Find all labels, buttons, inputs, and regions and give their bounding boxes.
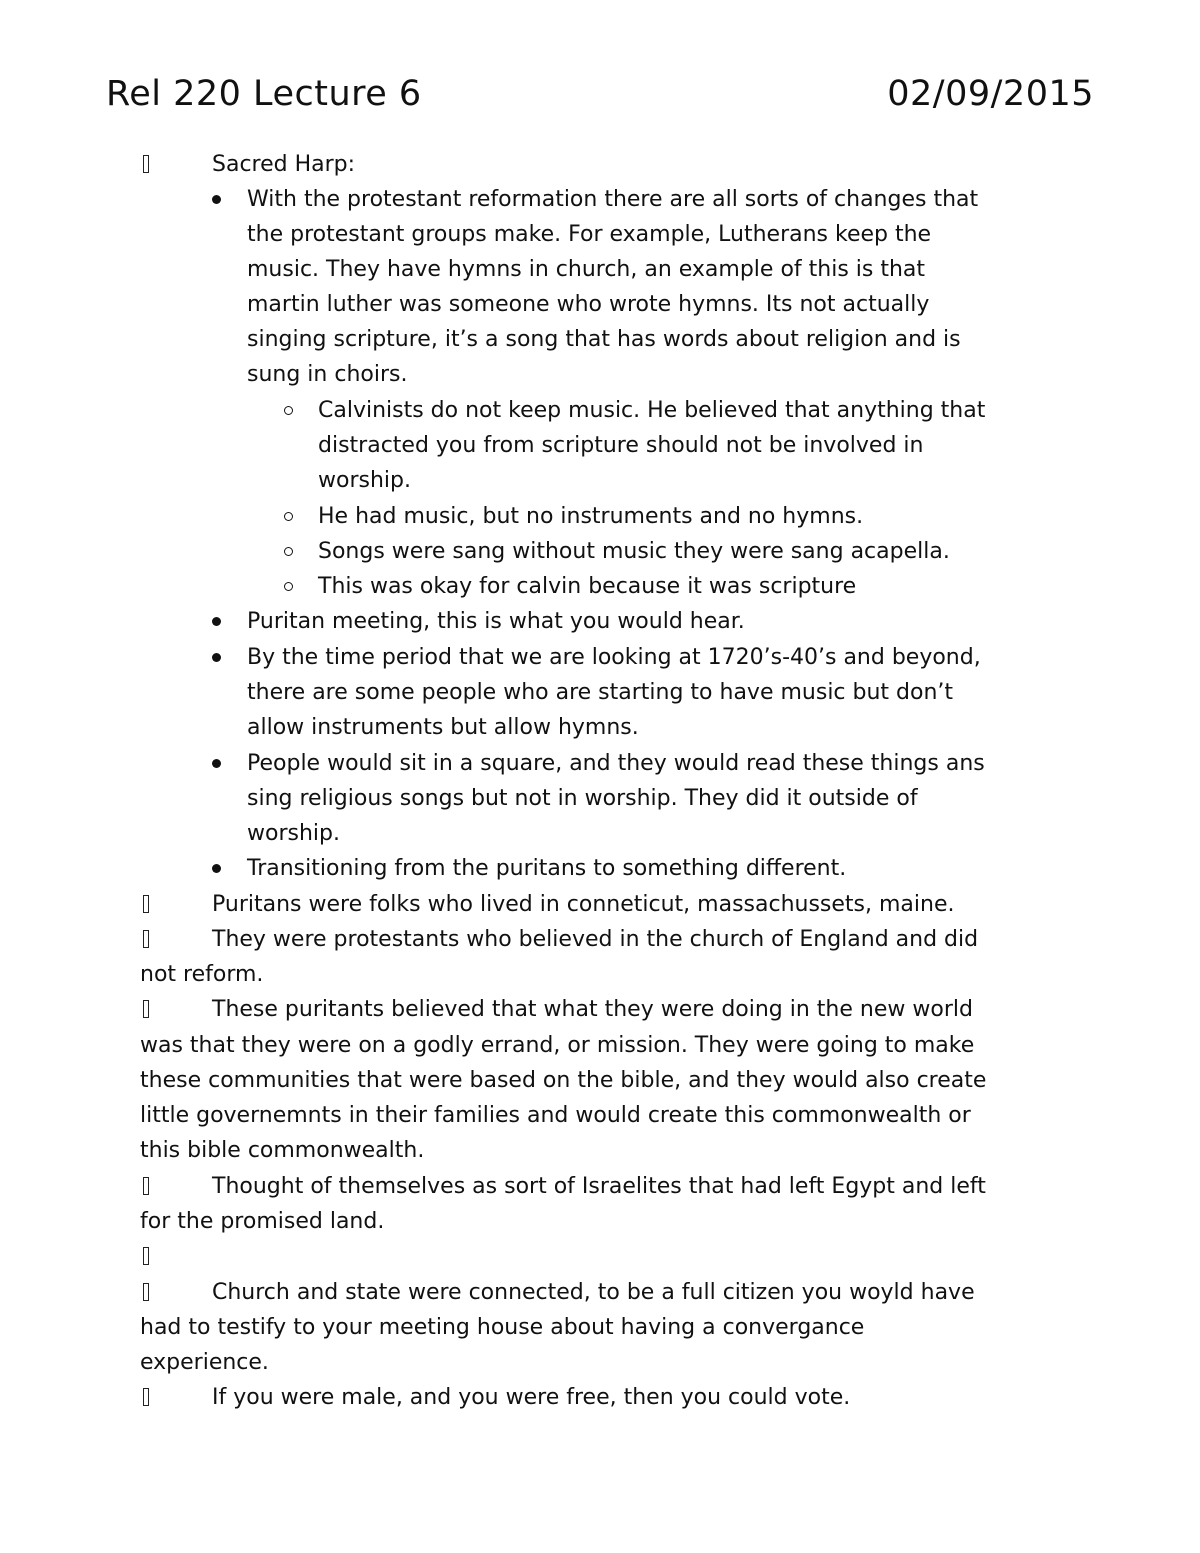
text-line: This was okay for calvin because it was scripture	[318, 574, 857, 599]
text-line: singing scripture, it’s a song that has words about religion and is	[247, 327, 961, 352]
text-line: Thought of themselves as sort of Israelites that had left Egypt and left	[212, 1174, 986, 1199]
text-line: the protestant groups make. For example, Lutherans keep the	[247, 222, 932, 247]
sub-bullet-icon	[284, 547, 293, 556]
text-line: Puritans were folks who lived in conneticut, massachussets, maine.	[212, 892, 955, 917]
bullet-icon	[212, 195, 221, 204]
text-line: worship.	[318, 468, 411, 493]
text-line: there are some people who are starting to have music but don’t	[247, 680, 954, 705]
square-bullet-icon	[143, 887, 149, 922]
text-line: allow instruments but allow hymns.	[247, 715, 639, 740]
lecture-date: 02/09/2015	[887, 74, 1094, 114]
text-line: By the time period that we are looking at 1720’s-40’s and beyond,	[247, 645, 981, 670]
text-line: for the promised land.	[140, 1209, 385, 1234]
text-line: If you were male, and you were free, then you could vote.	[212, 1385, 851, 1410]
text-line: martin luther was someone who wrote hymns. Its not actually	[247, 292, 930, 317]
text-line: not reform.	[140, 962, 264, 987]
text-line: experience.	[140, 1350, 269, 1375]
text-line: sung in choirs.	[247, 362, 408, 387]
sub-bullet-icon	[284, 582, 293, 591]
text-line: Transitioning from the puritans to something different.	[247, 856, 847, 881]
text-line: Songs were sang without music they were sang acapella.	[318, 539, 950, 564]
text-line: Church and state were connected, to be a full citizen you woyld have	[212, 1280, 975, 1305]
text-line: little governemnts in their families and would create this commonwealth or	[140, 1103, 971, 1128]
text-line: sing religious songs but not in worship. They did it outside of	[247, 786, 918, 811]
bullet-icon	[212, 653, 221, 662]
text-line: distracted you from scripture should not be involved in	[318, 433, 924, 458]
square-bullet-icon	[143, 1169, 149, 1204]
text-line: had to testify to your meeting house about having a convergance	[140, 1315, 865, 1340]
text-line: was that they were on a godly errand, or mission. They were going to make	[140, 1033, 975, 1058]
square-bullet-icon	[143, 1275, 149, 1310]
lecture-title: Rel 220 Lecture 6	[106, 74, 422, 114]
page-header	[106, 68, 1094, 124]
bullet-icon	[212, 617, 221, 626]
bullet-icon	[212, 864, 221, 873]
heading-line: Sacred Harp:	[212, 152, 356, 177]
text-line: With the protestant reformation there are all sorts of changes that	[247, 187, 979, 212]
text-line: He had music, but no instruments and no hymns.	[318, 504, 864, 529]
text-line: this bible commonwealth.	[140, 1138, 425, 1163]
square-bullet-icon	[143, 1239, 149, 1274]
text-line: Calvinists do not keep music. He believed that anything that	[318, 398, 986, 423]
text-line: They were protestants who believed in the church of England and did	[212, 927, 979, 952]
sub-bullet-icon	[284, 512, 293, 521]
text-line: Puritan meeting, this is what you would hear.	[247, 609, 745, 634]
text-line: these communities that were based on the bible, and they would also create	[140, 1068, 987, 1093]
square-bullet-icon	[143, 922, 149, 957]
text-line: These puritants believed that what they were doing in the new world	[212, 997, 973, 1022]
text-line: music. They have hymns in church, an example of this is that	[247, 257, 926, 282]
bullet-icon	[212, 759, 221, 768]
sub-bullet-icon	[284, 406, 293, 415]
text-line: People would sit in a square, and they would read these things ans	[247, 751, 985, 776]
text-line: worship.	[247, 821, 340, 846]
square-bullet-icon	[143, 992, 149, 1027]
square-bullet-icon	[143, 1380, 149, 1415]
square-bullet-icon	[143, 147, 149, 182]
